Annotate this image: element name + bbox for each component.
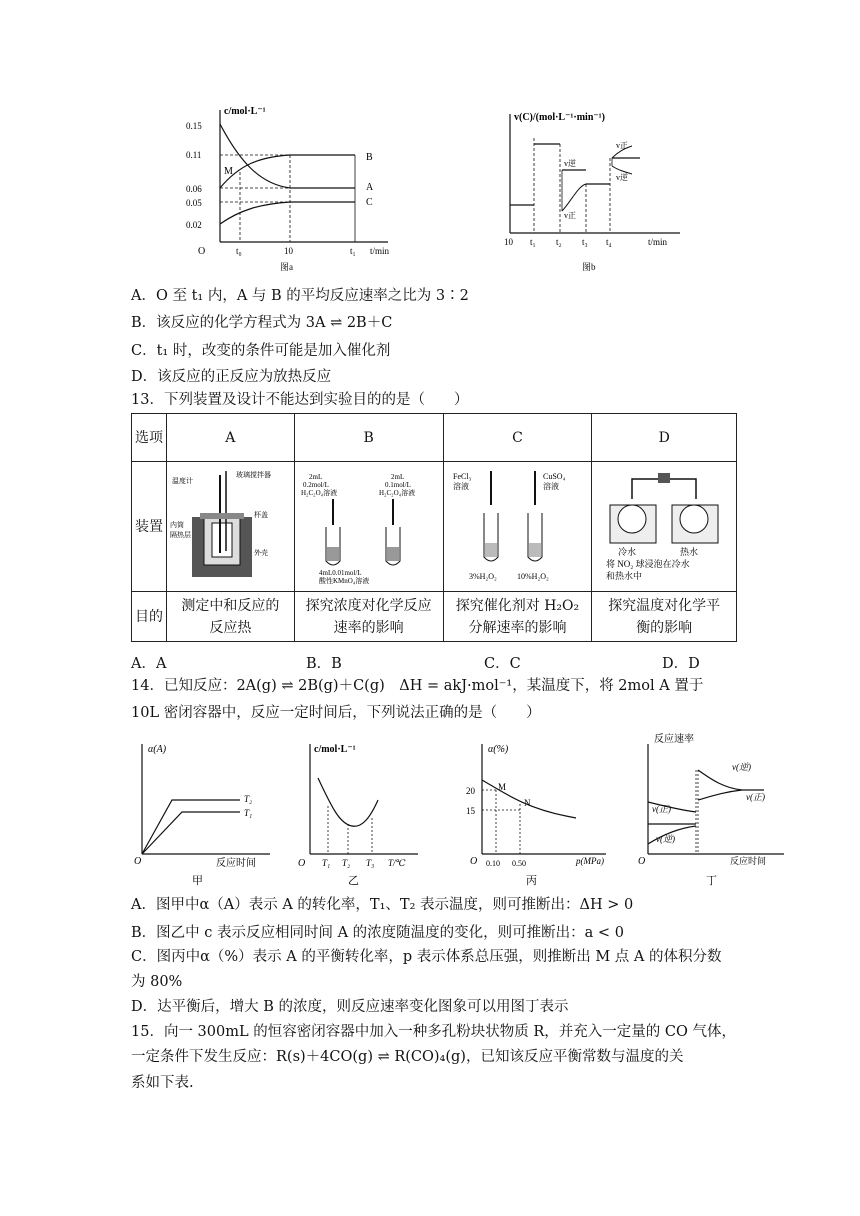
figure-a-caption: 图a xyxy=(280,262,293,272)
xlabel: 反应时间 xyxy=(730,856,767,866)
point-M: M xyxy=(498,782,507,792)
label-v-reverse: v(逆) xyxy=(732,762,751,772)
label-A: A xyxy=(366,182,374,193)
q13-purpose-d: 探究温度对化学平 衡的影响 xyxy=(592,592,737,642)
q13-purpose-b: 探究浓度对化学反应 速率的影响 xyxy=(294,592,443,642)
ylabel: α(A) xyxy=(148,744,167,755)
ylabel: c/mol·L⁻¹ xyxy=(314,744,356,755)
test-tubes-catalyst-diagram xyxy=(447,465,587,585)
caption: 乙 xyxy=(348,875,359,887)
xtick: t/min xyxy=(648,237,668,247)
label: 2mL xyxy=(308,472,322,481)
q13-device-c xyxy=(443,462,592,592)
label: 3%H₂O₂ xyxy=(469,571,498,581)
series-label: T₁ xyxy=(244,808,253,818)
point-N: N xyxy=(524,798,531,808)
xtick: t/min xyxy=(370,246,390,256)
label-v-forward-left: v(正) xyxy=(652,804,671,814)
label-C: C xyxy=(366,197,373,208)
caption: 丙 xyxy=(526,875,537,887)
label: 溶液 xyxy=(453,481,470,491)
xtick: 0.10 xyxy=(486,859,500,868)
xlabel: p(MPa) xyxy=(576,856,604,866)
ytick: 0.15 xyxy=(186,121,202,131)
label-v-reverse-2: v逆 xyxy=(616,173,628,182)
label-v-forward: v(正) xyxy=(746,792,765,802)
xtick: O xyxy=(198,246,206,257)
caption: 甲 xyxy=(192,875,203,887)
ytick: 20 xyxy=(466,786,475,796)
ytick: 0.02 xyxy=(186,220,202,230)
graph-yi xyxy=(298,738,448,888)
no2-balls-diagram xyxy=(596,465,732,585)
q13-device-d xyxy=(592,462,737,592)
q13-device-b xyxy=(294,462,443,592)
label: H₂C₂O₄溶液 xyxy=(300,488,337,497)
label-lid: 杯盖 xyxy=(254,510,269,519)
xtick: t₁ xyxy=(530,237,536,247)
origin: O xyxy=(134,856,142,867)
xtick: t₃ xyxy=(582,237,588,247)
figure-b-rate-time xyxy=(500,108,690,276)
q15-line2: 一定条件下发生反应：R(s)＋4CO(g) ⇌ R(CO)₄(g)，已知该反应平衡常数与温度的关 xyxy=(131,1049,684,1065)
q14-option-c: C．图丙中α（%）表示 A 的平衡转化率，p 表示体系总压强，则推断出 M 点 A 的体积分数 xyxy=(131,949,722,965)
xtick: T₁ xyxy=(322,858,331,868)
test-tubes-kmno4-diagram xyxy=(299,465,439,585)
label-shell: 外壳 xyxy=(254,548,269,557)
series-label: T₂ xyxy=(244,794,253,804)
label: 和热水中 xyxy=(606,570,643,581)
origin: O xyxy=(470,856,478,867)
q13-answer-a: A．A xyxy=(131,656,167,672)
ytick: 0.06 xyxy=(186,184,202,194)
label-v-forward: v正 xyxy=(564,211,576,220)
xtick: 10 xyxy=(504,237,513,247)
q15-line3: 系如下表. xyxy=(131,1075,194,1091)
figure-a-concentration-time xyxy=(180,102,395,274)
caption: 丁 xyxy=(706,875,717,887)
label-thermometer: 温度计 xyxy=(172,476,194,485)
label: 将 NO₂ 球浸泡在冷水 xyxy=(606,558,690,569)
q13-header-b: B xyxy=(294,414,443,462)
graph-ding xyxy=(634,730,794,890)
q13-table xyxy=(131,413,737,642)
figure-b-ylabel: v(C)/(mol·L⁻¹·min⁻¹) xyxy=(514,112,605,123)
xtick: t₂ xyxy=(556,237,562,247)
q14-option-b: B．图乙中 c 表示反应相同时间 A 的浓度随温度的变化，则可推断出：a < 0 xyxy=(131,925,624,941)
label: 4mL0.01mol/L xyxy=(318,568,362,577)
label: CuSO₄ xyxy=(543,471,566,481)
label-insulation: 隔热层 xyxy=(170,530,192,539)
q14-option-a: A．图甲中α（A）表示 A 的转化率，T₁、T₂ 表示温度，则可推断出：ΔH > 0 xyxy=(131,897,634,913)
label: FeCl₃ xyxy=(453,471,472,481)
label-v-forward-2: v正 xyxy=(616,141,628,150)
label-inner: 内筒 xyxy=(170,520,185,529)
q14-option-c-cont: 为 80% xyxy=(131,974,183,990)
label-hot-water: 热水 xyxy=(680,546,699,557)
q13-device-a xyxy=(167,462,295,592)
figure-b-caption: 图b xyxy=(582,262,596,272)
label-B: B xyxy=(366,152,373,163)
label: 0.1mol/L xyxy=(384,480,411,489)
q13-purpose-c: 探究催化剂对 H₂O₂ 分解速率的影响 xyxy=(443,592,592,642)
label-v-reverse-left: v(逆) xyxy=(656,834,675,844)
q13-row-device-label: 装置 xyxy=(132,462,167,592)
xtick: t₀ xyxy=(236,246,242,256)
ytick: 0.11 xyxy=(186,150,202,160)
xtick: t₁ xyxy=(350,246,356,256)
q13-answer-b: B．B xyxy=(306,656,342,672)
xtick: T₂ xyxy=(342,858,351,868)
label: 2mL xyxy=(390,472,404,481)
q12-option-a: A．O 至 t₁ 内，A 与 B 的平均反应速率之比为 3∶2 xyxy=(131,288,469,304)
figure-a-ylabel: c/mol·L⁻¹ xyxy=(224,106,266,117)
q14-stem-line2: 10L 密闭容器中，反应一定时间后，下列说法正确的是（ ） xyxy=(131,705,541,721)
q13-header-option: 选项 xyxy=(132,414,167,462)
xtick: t₄ xyxy=(606,237,612,247)
ylabel: α(%) xyxy=(488,744,509,755)
ylabel: 反应速率 xyxy=(654,734,694,745)
origin: O xyxy=(638,856,646,867)
xtick: 10 xyxy=(284,246,293,256)
label: H₂C₂O₄溶液 xyxy=(378,488,415,497)
label: 10%H₂O₂ xyxy=(517,571,550,581)
q13-purpose-a: 测定中和反应的 反应热 xyxy=(167,592,295,642)
label-M: M xyxy=(224,166,233,177)
xtick: T₃ xyxy=(366,858,375,868)
ytick: 15 xyxy=(466,806,475,816)
label: 溶液 xyxy=(543,481,560,491)
q13-header-a: A xyxy=(167,414,295,462)
calorimeter-diagram xyxy=(170,465,290,585)
q13-stem: 13．下列装置及设计不能达到实验目的的是（ ） xyxy=(131,392,469,408)
q13-row-purpose-label: 目的 xyxy=(132,592,167,642)
xtick: 0.50 xyxy=(512,859,526,868)
q12-option-b: B．该反应的化学方程式为 3A ⇌ 2B＋C xyxy=(131,315,393,331)
q14-option-d: D．达平衡后，增大 B 的浓度，则反应速率变化图象可以用图丁表示 xyxy=(131,999,569,1015)
label-stirrer: 玻璃搅拌器 xyxy=(236,470,272,479)
graph-jia xyxy=(130,738,280,888)
graph-bing xyxy=(466,738,626,888)
label: 0.2mol/L xyxy=(302,480,329,489)
q12-option-d: D．该反应的正反应为放热反应 xyxy=(131,369,332,385)
xlabel: 反应时间 xyxy=(216,858,256,869)
xlabel: T/℃ xyxy=(388,858,406,868)
q13-header-c: C xyxy=(443,414,592,462)
label: 酸性KMnO₄溶液 xyxy=(318,576,369,585)
label-cold-water: 冷水 xyxy=(618,546,637,557)
q13-answer-d: D．D xyxy=(662,656,700,672)
q15-line1: 15．向一 300mL 的恒容密闭容器中加入一种多孔粉块状物质 R，并充入一定量的 CO 气体， xyxy=(131,1024,736,1040)
q13-answer-c: C．C xyxy=(484,656,521,672)
ytick: 0.05 xyxy=(186,198,202,208)
q13-header-d: D xyxy=(592,414,737,462)
q14-stem-line1: 14．已知反应：2A(g) ⇌ 2B(g)＋C(g) ΔH = akJ·mol⁻¹，某温度下，将 2mol A 置于 xyxy=(131,678,704,694)
origin: O xyxy=(298,858,306,869)
label-v-reverse: v逆 xyxy=(564,159,576,168)
q12-option-c: C．t₁ 时，改变的条件可能是加入催化剂 xyxy=(131,343,391,359)
